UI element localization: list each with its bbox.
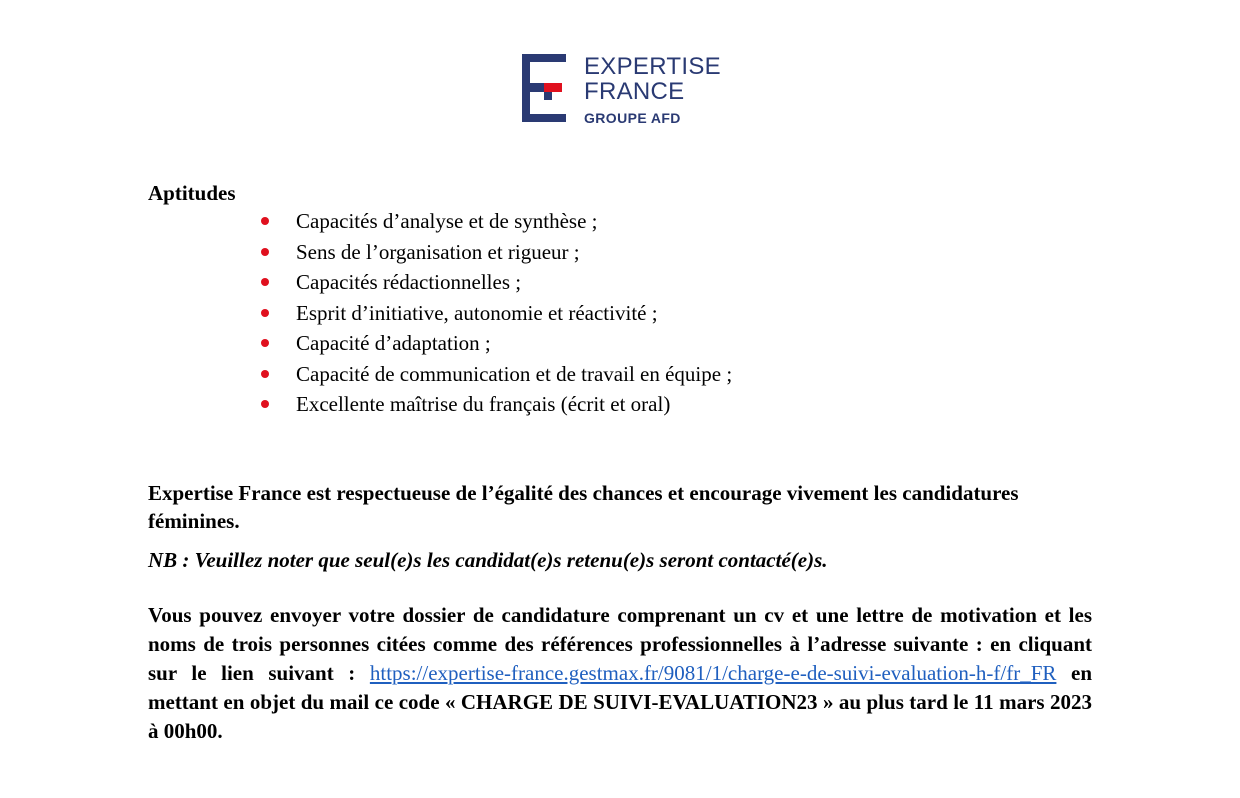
list-item [258,389,732,420]
application-text-after: en mettant en objet du mail ce code « CHARGE DE SUIVI-EVALUATION23 » au plus tard le 11 mars 2023 à 00h00. [148,661,1093,743]
bullet-icon [261,217,269,225]
list-item-text: Capacités rédactionnelles ; [296,270,522,294]
logo-line-france: FRANCE [584,78,685,105]
list-item [258,359,732,390]
logo-line-groupe-afd: GROUPE AFD [584,110,681,126]
bullet-icon [261,248,269,256]
list-item-text: Excellente maîtrise du français (écrit et oral) [296,392,671,416]
list-item-text: Capacités d’analyse et de synthèse ; [296,209,598,233]
application-link[interactable]: https://expertise-france.gestmax.fr/9081/1/charge-e-de-suivi-evaluation-h-f/fr_FR [369,661,1057,685]
list-item-text: Capacité de communication et de travail en équipe ; [296,361,733,386]
nb-note: NB : Veuillez noter que seul(e)s les candidat(e)s retenu(e)s seront contacté(e)s. [148,548,828,572]
list-item [258,237,732,268]
expertise-france-logo-mark-icon [522,54,566,122]
aptitudes-list [258,206,732,420]
expertise-france-logo [522,54,742,124]
application-text-before: Vous pouvez envoyer votre dossier de candidature comprenant un cv et une lettre de motivation et les noms de trois personnes citées comme des références professionnelles à l’adresse suivante : en cliquant sur le lien suivant : [148,603,1092,685]
list-item [258,328,732,359]
application-instructions [148,601,1092,746]
list-item [258,206,732,237]
list-item-text: Esprit d’initiative, autonomie et réactivité ; [296,300,658,325]
equality-statement: Expertise France est respectueuse de l’égalité des chances et encourage vivement les candidatures féminines. [148,481,1019,533]
aptitudes-heading: Aptitudes [148,181,236,205]
list-item [258,298,732,329]
list-item-text: Sens de l’organisation et rigueur ; [296,239,580,264]
logo-line-expertise: EXPERTISE [584,53,721,80]
list-item-text: Capacité d’adaptation ; [296,331,491,355]
bullet-icon [261,309,269,317]
bullet-icon [261,370,269,378]
list-item [258,267,732,298]
logo-text [584,54,721,126]
bullet-icon [261,278,269,286]
bullet-icon [261,400,269,408]
bullet-icon [261,339,269,347]
